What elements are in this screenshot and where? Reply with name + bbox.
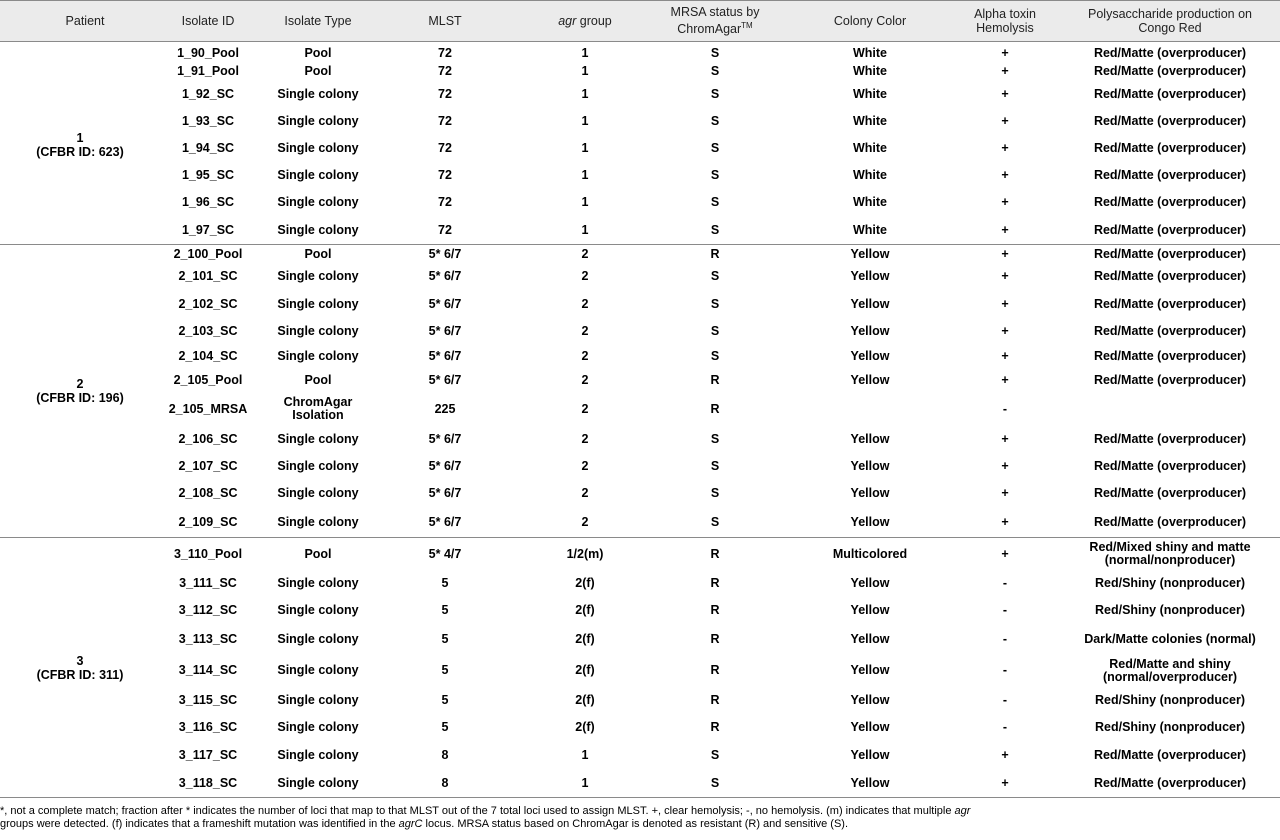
cell-poly: Red/Matte (overproducer) — [1093, 324, 1247, 338]
cell-alpha: + — [1001, 114, 1009, 128]
cell-id: 3_110_Pool — [173, 546, 243, 561]
cell-id: 3_113_SC — [178, 631, 238, 646]
cell-agr: 2 — [581, 401, 589, 416]
cell-type: Single colony — [277, 349, 359, 363]
cell-type: Single colony — [277, 269, 359, 283]
cell-color: White — [852, 86, 888, 101]
table-row — [0, 108, 1280, 135]
cell-id: 3_112_SC — [178, 603, 238, 617]
cell-mlst: 8 — [441, 775, 449, 790]
cell-type: Single colony — [277, 747, 359, 762]
header-mrsa-line2: ChromAgar — [677, 22, 742, 37]
table-row — [0, 62, 1280, 80]
cell-mrsa: R — [710, 401, 720, 416]
cell-color: Yellow — [850, 603, 890, 617]
cell-alpha: - — [1002, 720, 1008, 734]
cell-poly: Red/Matte (overproducer) — [1093, 373, 1247, 387]
cell-mrsa: S — [710, 349, 720, 363]
cell-alpha: + — [1001, 141, 1009, 155]
cell-color: Yellow — [850, 486, 890, 500]
cell-mlst: 5* 6/7 — [428, 324, 462, 338]
patient-number: 3 — [76, 654, 84, 668]
cell-color: Yellow — [850, 693, 890, 707]
cell-agr: 1 — [581, 775, 589, 790]
patient-cfbr-id: (CFBR ID: 623) — [36, 145, 124, 159]
header-mrsa-line1: MRSA status by — [670, 5, 760, 20]
cell-alpha: - — [1002, 663, 1008, 677]
cell-id: 1_90_Pool — [177, 46, 239, 60]
header-colony-color: Colony Color — [833, 14, 907, 28]
cell-id: 2_107_SC — [178, 459, 238, 473]
table-row — [0, 135, 1280, 162]
cell-agr: 1 — [581, 747, 589, 762]
cell-agr: 2 — [581, 269, 589, 283]
table-row — [0, 216, 1280, 245]
cell-alpha: + — [1001, 459, 1009, 473]
cell-agr: 1 — [581, 168, 589, 182]
cell-color: White — [852, 114, 888, 128]
table-row — [0, 539, 1280, 569]
cell-color: Yellow — [850, 720, 890, 734]
cell-agr: 2(f) — [575, 720, 595, 734]
cell-color: Yellow — [850, 747, 890, 762]
cell-poly: Red/Matte (overproducer) — [1093, 223, 1247, 237]
cell-type: Pool — [304, 46, 332, 60]
cell-mlst: 5* 6/7 — [428, 431, 462, 446]
table-row — [0, 393, 1280, 425]
header-polysaccharide — [1060, 1, 1280, 41]
cell-id: 1_91_Pool — [177, 63, 239, 78]
cell-mrsa: R — [710, 663, 720, 677]
table-row — [0, 687, 1280, 714]
cell-mlst: 72 — [438, 195, 452, 209]
header-isolate-type: Isolate Type — [284, 14, 352, 28]
cell-id: 3_116_SC — [178, 720, 238, 734]
cell-type: Single colony — [277, 663, 359, 677]
table-row — [0, 507, 1280, 537]
table-row — [0, 425, 1280, 453]
table-header — [0, 0, 1280, 42]
cell-agr: 2(f) — [575, 603, 595, 617]
cell-alpha: - — [1002, 401, 1008, 416]
footnote-line-1 — [0, 805, 1280, 818]
cell-poly: Red/Shiny (nonproducer) — [1095, 720, 1245, 734]
cell-id: 1_93_SC — [181, 114, 235, 128]
cell-type: Single colony — [277, 486, 359, 500]
cell-mrsa: R — [710, 373, 720, 387]
table-row — [0, 45, 1280, 62]
cell-color: Yellow — [850, 631, 890, 646]
cell-color: White — [852, 46, 888, 60]
cell-agr: 2 — [581, 486, 589, 500]
cell-type: Pool — [304, 246, 332, 261]
table-row — [0, 263, 1280, 290]
cell-alpha: + — [1001, 195, 1009, 209]
cell-poly: Red/Matte (overproducer) — [1093, 168, 1247, 182]
cell-color: Yellow — [850, 296, 890, 311]
footnote-agr-italic: agr — [954, 805, 971, 817]
table-row — [0, 80, 1280, 108]
header-alpha-toxin — [940, 1, 1070, 41]
cell-alpha: - — [1002, 631, 1008, 646]
table-row — [0, 654, 1280, 687]
table-row — [0, 189, 1280, 216]
cell-id: 2_104_SC — [178, 349, 238, 363]
cell-mlst: 5 — [441, 575, 449, 590]
cell-type: Single colony — [277, 324, 359, 338]
table-row — [0, 453, 1280, 480]
cell-poly: Red/Matte (overproducer) — [1093, 195, 1247, 209]
cell-mlst: 5 — [441, 720, 449, 734]
table-row — [0, 741, 1280, 769]
table-row — [0, 345, 1280, 368]
cell-mlst: 5* 6/7 — [428, 269, 462, 283]
cell-color — [800, 393, 940, 425]
cell-agr: 2 — [581, 459, 589, 473]
cell-id: 2_102_SC — [178, 296, 238, 311]
cell-poly: Red/Matte (overproducer) — [1093, 747, 1247, 762]
footnote-line-2 — [0, 818, 1280, 831]
cell-poly: Red/Shiny (nonproducer) — [1095, 575, 1245, 590]
patient-cell — [0, 539, 160, 797]
cell-mrsa: R — [710, 575, 720, 590]
cell-mrsa: S — [710, 114, 720, 128]
cell-color: Yellow — [850, 663, 890, 677]
cell-agr: 1 — [581, 63, 589, 78]
cell-id: 2_100_Pool — [173, 246, 243, 261]
cell-id: 1_97_SC — [181, 223, 235, 237]
cell-type: Single colony — [277, 86, 359, 101]
cell-mrsa: S — [710, 168, 720, 182]
footnote — [0, 805, 1280, 831]
patient-number: 1 — [76, 131, 84, 145]
cell-alpha: + — [1001, 546, 1009, 561]
cell-agr: 2 — [581, 324, 589, 338]
header-agr-rest: group — [576, 14, 612, 28]
cell-poly: Red/Shiny (nonproducer) — [1095, 603, 1245, 617]
cell-poly: Red/Mixed shiny and matte (normal/nonproducer) — [1089, 540, 1251, 567]
cell-mlst: 5* 6/7 — [428, 486, 462, 500]
cell-mrsa: S — [710, 141, 720, 155]
cell-mlst: 225 — [434, 401, 456, 416]
cell-alpha: + — [1001, 324, 1009, 338]
cell-mlst: 5 — [441, 693, 449, 707]
table-row — [0, 318, 1280, 345]
patient-cfbr-id: (CFBR ID: 311) — [36, 668, 124, 682]
cell-color: White — [852, 168, 888, 182]
cell-poly: Dark/Matte colonies (normal) — [1084, 631, 1256, 646]
cell-mrsa: R — [710, 631, 720, 646]
cell-poly: Red/Matte (overproducer) — [1093, 349, 1247, 363]
cell-agr: 2 — [581, 349, 589, 363]
cell-mlst: 72 — [438, 141, 452, 155]
cell-color: Yellow — [850, 349, 890, 363]
cell-mlst: 72 — [438, 63, 452, 78]
cell-type: Single colony — [277, 296, 359, 311]
cell-mlst: 8 — [441, 747, 449, 762]
cell-id: 2_109_SC — [178, 514, 238, 529]
patient-cell — [0, 245, 160, 537]
cell-type: Pool — [304, 373, 332, 387]
cell-alpha: + — [1001, 246, 1009, 261]
cell-type: Single colony — [277, 168, 359, 182]
cell-agr: 2 — [581, 514, 589, 529]
cell-type: ChromAgar Isolation — [283, 395, 353, 422]
cell-mrsa: S — [710, 296, 720, 311]
cell-mrsa: S — [710, 223, 720, 237]
cell-id: 3_118_SC — [178, 775, 238, 790]
header-isolate-id: Isolate ID — [181, 14, 235, 28]
cell-color: Yellow — [850, 246, 890, 261]
cell-mrsa: S — [710, 195, 720, 209]
cell-color: Yellow — [850, 775, 890, 790]
cell-agr: 2 — [581, 296, 589, 311]
cell-poly: Red/Matte (overproducer) — [1093, 86, 1247, 101]
cell-alpha: - — [1002, 575, 1008, 590]
cell-color: White — [852, 63, 888, 78]
cell-poly — [1060, 393, 1280, 425]
cell-poly: Red/Matte (overproducer) — [1093, 514, 1247, 529]
header-mlst: MLST — [428, 14, 462, 28]
cell-color: White — [852, 195, 888, 209]
cell-poly: Red/Matte (overproducer) — [1093, 246, 1247, 261]
cell-mlst: 72 — [438, 114, 452, 128]
cell-mlst: 72 — [438, 168, 452, 182]
cell-alpha: + — [1001, 223, 1009, 237]
cell-type: Single colony — [277, 693, 359, 707]
header-agr-italic: agr — [558, 14, 577, 28]
cell-mlst: 5* 6/7 — [428, 373, 462, 387]
cell-type: Single colony — [277, 514, 359, 529]
header-poly-line2: Congo Red — [1138, 21, 1202, 35]
header-poly-line1: Polysaccharide production on — [1088, 7, 1252, 21]
cell-type: Single colony — [277, 141, 359, 155]
cell-id: 1_92_SC — [181, 86, 235, 101]
cell-alpha: + — [1001, 486, 1009, 500]
table-row — [0, 290, 1280, 318]
cell-type: Single colony — [277, 775, 359, 790]
cell-mrsa: S — [710, 86, 720, 101]
cell-id: 2_108_SC — [178, 486, 238, 500]
table-row — [0, 569, 1280, 597]
cell-mlst: 5* 6/7 — [428, 459, 462, 473]
cell-agr: 1 — [581, 195, 589, 209]
cell-poly: Red/Matte (overproducer) — [1093, 46, 1247, 60]
cell-type: Single colony — [277, 575, 359, 590]
cell-id: 2_105_MRSA — [168, 401, 248, 416]
cell-mlst: 5* 6/7 — [428, 514, 462, 529]
patient-cfbr-id: (CFBR ID: 196) — [36, 391, 124, 405]
cell-mrsa: R — [710, 603, 720, 617]
cell-id: 3_115_SC — [178, 693, 238, 707]
cell-color: Yellow — [850, 431, 890, 446]
cell-poly: Red/Matte and shiny (normal/overproducer) — [1102, 656, 1238, 684]
cell-id: 3_117_SC — [178, 747, 238, 762]
header-alpha-line1: Alpha toxin — [974, 7, 1036, 21]
footnote-line-2-text-a: groups were detected. (f) indicates that a frameshift mutation was identified in the — [0, 818, 399, 830]
cell-id: 3_114_SC — [178, 663, 238, 677]
patient-cell — [0, 45, 160, 245]
table-row — [0, 597, 1280, 624]
cell-id: 2_105_Pool — [173, 373, 243, 387]
cell-agr: 2 — [581, 373, 589, 387]
cell-alpha: + — [1001, 349, 1009, 363]
cell-alpha: + — [1001, 431, 1009, 446]
footnote-line-2-text-c: locus. MRSA status based on ChromAgar is denoted as resistant (R) and sensitive (S). — [422, 818, 849, 830]
cell-mlst: 72 — [438, 86, 452, 101]
cell-id: 2_101_SC — [178, 269, 238, 283]
table-row — [0, 480, 1280, 507]
cell-alpha: + — [1001, 63, 1009, 78]
cell-type: Single colony — [277, 631, 359, 646]
cell-agr: 2 — [581, 431, 589, 446]
cell-agr: 1 — [581, 141, 589, 155]
cell-id: 2_103_SC — [178, 324, 238, 338]
cell-poly: Red/Matte (overproducer) — [1093, 775, 1247, 790]
cell-type: Single colony — [277, 223, 359, 237]
cell-type: Single colony — [277, 720, 359, 734]
cell-alpha: - — [1002, 693, 1008, 707]
header-mrsa-sup: TM — [741, 21, 753, 31]
cell-color: Yellow — [850, 269, 890, 283]
cell-mlst: 5 — [441, 603, 449, 617]
cell-mrsa: R — [710, 693, 720, 707]
cell-agr: 2(f) — [575, 693, 595, 707]
table-row — [0, 245, 1280, 263]
cell-color: Yellow — [850, 459, 890, 473]
cell-agr: 2(f) — [575, 663, 595, 677]
cell-mlst: 5 — [441, 663, 449, 677]
cell-agr: 1 — [581, 114, 589, 128]
cell-alpha: + — [1001, 168, 1009, 182]
cell-mlst: 5* 6/7 — [428, 349, 462, 363]
cell-alpha: + — [1001, 747, 1009, 762]
cell-alpha: + — [1001, 86, 1009, 101]
table-row — [0, 368, 1280, 393]
header-alpha-line2: Hemolysis — [976, 21, 1034, 35]
cell-agr: 1/2(m) — [566, 546, 604, 561]
cell-poly: Red/Matte (overproducer) — [1093, 114, 1247, 128]
cell-mrsa: S — [710, 46, 720, 60]
cell-mlst: 72 — [438, 46, 452, 60]
cell-color: Yellow — [850, 324, 890, 338]
cell-agr: 2(f) — [575, 631, 595, 646]
cell-alpha: + — [1001, 296, 1009, 311]
cell-alpha: + — [1001, 775, 1009, 790]
cell-type: Pool — [304, 546, 332, 561]
cell-color: White — [852, 223, 888, 237]
cell-agr: 1 — [581, 86, 589, 101]
cell-mrsa: S — [710, 324, 720, 338]
cell-mrsa: S — [710, 747, 720, 762]
cell-type: Single colony — [277, 195, 359, 209]
cell-agr: 2 — [581, 246, 589, 261]
cell-alpha: + — [1001, 46, 1009, 60]
group-separator — [0, 537, 1280, 538]
cell-mrsa: R — [710, 546, 720, 561]
cell-poly: Red/Matte (overproducer) — [1093, 431, 1247, 446]
cell-mrsa: S — [710, 775, 720, 790]
cell-color: Yellow — [850, 575, 890, 590]
cell-type: Single colony — [277, 114, 359, 128]
cell-agr: 1 — [581, 46, 589, 60]
cell-agr: 1 — [581, 223, 589, 237]
cell-mlst: 5* 6/7 — [428, 246, 462, 261]
cell-color: Yellow — [850, 514, 890, 529]
cell-poly: Red/Matte (overproducer) — [1093, 141, 1247, 155]
cell-type: Single colony — [277, 459, 359, 473]
cell-poly: Red/Matte (overproducer) — [1093, 486, 1247, 500]
cell-id: 1_96_SC — [181, 195, 235, 209]
header-mrsa-status — [640, 1, 790, 41]
cell-type: Pool — [304, 63, 332, 78]
cell-mlst: 5* 4/7 — [428, 546, 462, 561]
table-row — [0, 624, 1280, 654]
cell-alpha: + — [1001, 269, 1009, 283]
cell-mrsa: S — [710, 269, 720, 283]
cell-poly: Red/Shiny (nonproducer) — [1095, 693, 1245, 707]
cell-color: Multicolored — [832, 546, 908, 561]
cell-type: Single colony — [277, 603, 359, 617]
table-row — [0, 769, 1280, 797]
cell-mrsa: S — [710, 431, 720, 446]
cell-type: Single colony — [277, 431, 359, 446]
cell-poly: Red/Matte (overproducer) — [1093, 269, 1247, 283]
cell-alpha: - — [1002, 603, 1008, 617]
cell-poly: Red/Matte (overproducer) — [1093, 296, 1247, 311]
footnote-agrc-italic: agrC — [398, 818, 423, 830]
cell-mrsa: S — [710, 63, 720, 78]
cell-mrsa: S — [710, 486, 720, 500]
cell-color: White — [852, 141, 888, 155]
footnote-line-1-text: *, not a complete match; fraction after * indicates the number of loci that map to that MLST out of the 7 total loci used to assign MLST. +, clear hemolysis; -, no hemolysis. (m) indicates that multiple — [0, 805, 955, 817]
cell-mlst: 5 — [441, 631, 449, 646]
header-patient: Patient — [65, 14, 105, 28]
cell-poly: Red/Matte (overproducer) — [1093, 63, 1247, 78]
cell-id: 3_111_SC — [179, 575, 237, 590]
cell-alpha: + — [1001, 373, 1009, 387]
cell-color: Yellow — [850, 373, 890, 387]
cell-mrsa: R — [710, 720, 720, 734]
group-separator — [0, 797, 1280, 798]
cell-mrsa: R — [710, 246, 720, 261]
cell-id: 1_94_SC — [181, 141, 235, 155]
cell-poly: Red/Matte (overproducer) — [1093, 459, 1247, 473]
cell-mlst: 5* 6/7 — [428, 296, 462, 311]
cell-id: 1_95_SC — [181, 168, 235, 182]
cell-alpha: + — [1001, 514, 1009, 529]
cell-id: 2_106_SC — [178, 431, 238, 446]
cell-mlst: 72 — [438, 223, 452, 237]
header-agr-group — [520, 1, 650, 41]
table-row — [0, 714, 1280, 741]
cell-mrsa: S — [710, 514, 720, 529]
cell-mrsa: S — [710, 459, 720, 473]
patient-number: 2 — [76, 377, 84, 391]
table-row — [0, 162, 1280, 189]
cell-agr: 2(f) — [575, 575, 595, 590]
